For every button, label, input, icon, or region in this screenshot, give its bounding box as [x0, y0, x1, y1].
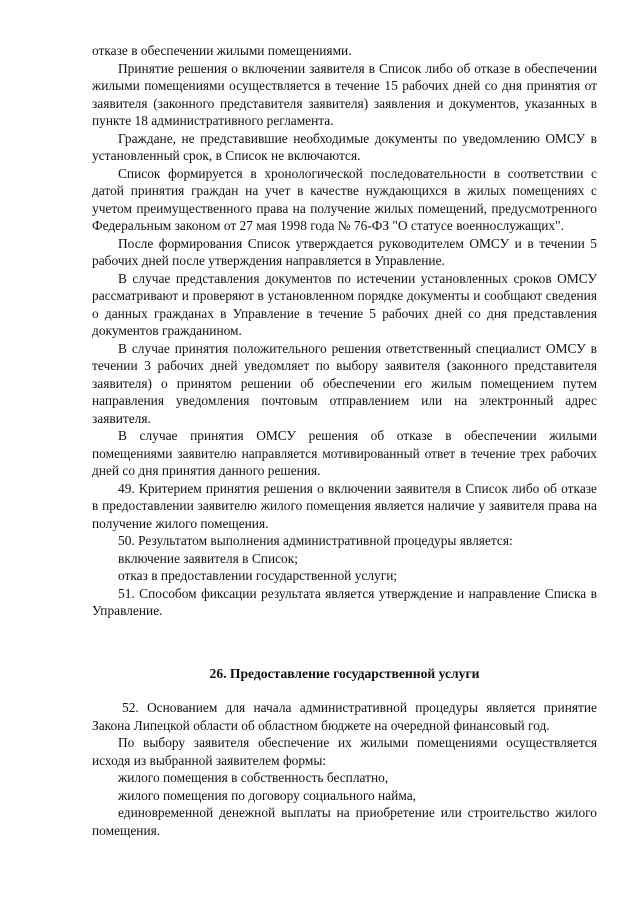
- list-item: жилого помещения в собственность бесплатно,: [118, 770, 389, 785]
- paragraph: 50. Результатом выполнения административной процедуры является:: [118, 533, 513, 548]
- list-item: единовременной денежной выплаты на приобретение или строительство жилого помещения.: [92, 805, 597, 838]
- paragraph: 49. Критерием принятия решения о включении заявителя в Список либо об отказе в предоставлении заявителю жилого помещения является наличие у заявителя права на получение жилого помещения.: [92, 480, 597, 531]
- section-body-text: [92, 699, 597, 839]
- section-body-text: [92, 42, 597, 620]
- section-heading: 26. Предоставление государственной услуги: [209, 666, 480, 681]
- paragraph: В случае принятия положительного решения ответственный специалист ОМСУ в течении 3 рабочих дней уведомляет по выбору заявителя (законного представителя заявителя) о принятом решении об обеспечении его жилым помещением путем направления уведомления почтовым отправлением или на электронный адрес заявителя.: [92, 340, 597, 426]
- paragraph: 51. Способом фиксации результата является утверждение и направление Списка в Управление.: [92, 585, 597, 618]
- list-item: отказ в предоставлении государственной услуги;: [118, 568, 398, 583]
- paragraph: Граждане, не представившие необходимые документы по уведомлению ОМСУ в установленный срок, в Список не включаются.: [92, 130, 597, 163]
- list-item: включение заявителя в Список;: [118, 550, 298, 566]
- paragraph: После формирования Список утверждается руководителем ОМСУ и в течении 5 рабочих дней после утверждения направляется в Управление.: [92, 235, 597, 268]
- paragraph: По выбору заявителя обеспечение их жилыми помещениями осуществляется исходя из выбранной заявителем формы:: [92, 735, 597, 768]
- paragraph: 52. Основанием для начала административной процедуры является принятие Закона Липецкой области об областном бюджете на очередной финансовый год.: [92, 700, 597, 733]
- paragraph: Принятие решения о включении заявителя в Список либо об отказе в обеспечении жилыми помещениями осуществляется в течение 15 рабочих дней со дня принятия от заявителя (законного представителя заявителя) заявления и документов, указанных в пункте 18 административного регламента.: [92, 60, 597, 128]
- paragraph: отказе в обеспечении жилыми помещениями.: [92, 43, 352, 58]
- paragraph: Список формируется в хронологической последовательности в соответствии с датой принятия граждан на учет в качестве нуждающихся в жилых помещениях с учетом преимущественного права на получение жилых помещений, предусмотренного Федеральным законом от 27 мая 1998 года № 76-ФЗ "О статусе военнослужащих".: [92, 165, 597, 233]
- paragraph: В случае представления документов по истечении установленных сроков ОМСУ рассматривают и проверяют в установленном порядке документы и сообщают сведения о данных гражданах в Управление в течение 5 рабочих дней со дня представления документов гражданином.: [92, 270, 597, 338]
- paragraph: В случае принятия ОМСУ решения об отказе в обеспечении жилыми помещениями заявителю направляется мотивированный ответ в течение трех рабочих дней со дня принятия данного решения.: [92, 428, 597, 478]
- list-item: жилого помещения по договору социального найма,: [118, 787, 417, 803]
